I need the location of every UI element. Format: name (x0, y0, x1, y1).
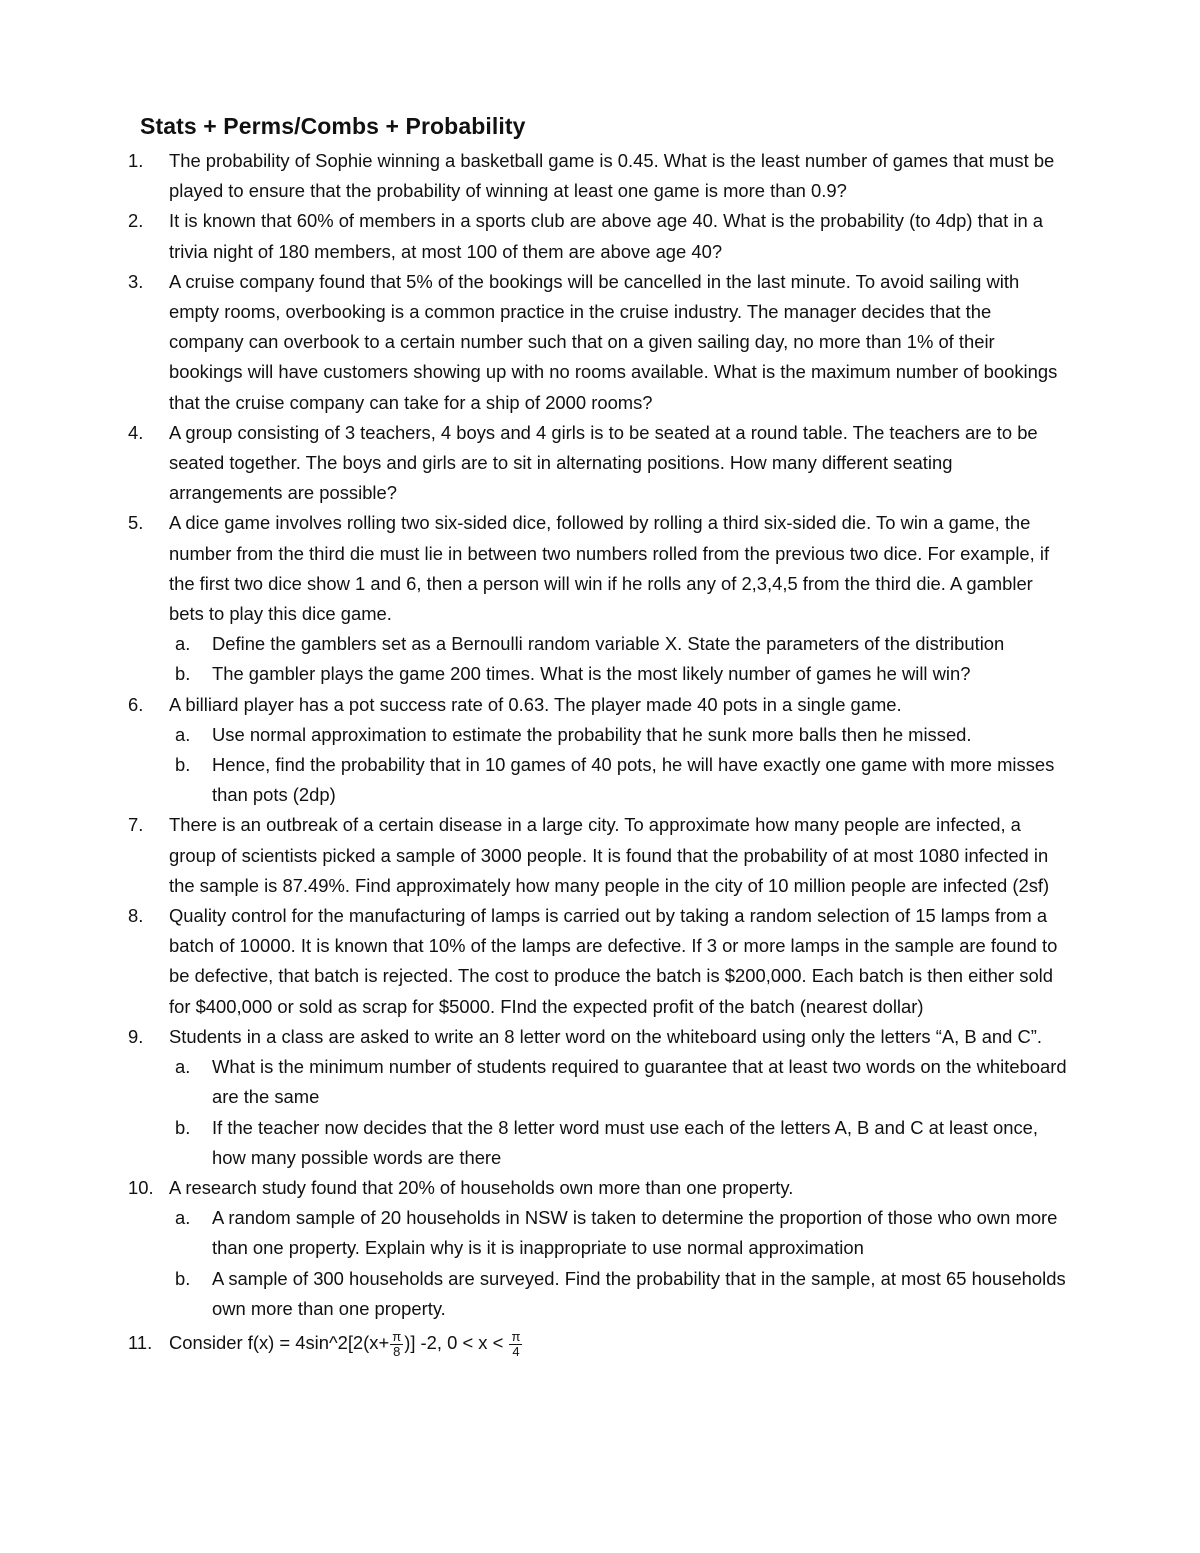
subquestion-text: If the teacher now decides that the 8 letter word must use each of the letters A, B and C at least once, how many possible words are there (212, 1116, 1039, 1168)
subquestion-9a (169, 1052, 1068, 1112)
question-3 (128, 267, 1068, 418)
question-text: It is known that 60% of members in a sports club are above age 40. What is the probability (to 4dp) that in a trivia night of 180 members, at most 100 of them are above age 40? (169, 210, 1044, 262)
question-5 (128, 508, 1068, 689)
fraction-numerator: π (511, 1328, 521, 1344)
question-text: A billiard player has a pot success rate of 0.63. The player made 40 pots in a single game. (169, 693, 902, 715)
question-text-part1: Consider f(x) = 4sin^2[2(x+ (169, 1331, 390, 1353)
subquestion-10b (169, 1264, 1068, 1324)
question-text: A research study found that 20% of households own more than one property. (169, 1176, 794, 1198)
question-number: 1. (128, 150, 144, 171)
question-text-part2: )] -2, 0 < x < (404, 1331, 504, 1353)
question-text: A dice game involves rolling two six-sided dice, followed by rolling a third six-sided die. To win a game, the number from the third die must lie in between two numbers rolled from the previous two dice. For example, if the first two dice show 1 and 6, then a person will win if he rolls any of 2,3,4,5 from the third die. A gambler bets to play this dice game. (169, 512, 1050, 625)
subquestion-6b (169, 750, 1068, 810)
page-title: Stats + Perms/Combs + Probability (140, 113, 526, 139)
subquestion-label: b. (175, 1267, 191, 1289)
subquestion-text: Use normal approximation to estimate the probability that he sunk more balls then he missed. (212, 723, 972, 745)
subquestion-text: A random sample of 20 households in NSW is taken to determine the proportion of those who own more than one property. Explain why is it is inappropriate to use normal approximation (212, 1207, 1058, 1259)
question-number: 4. (128, 421, 144, 443)
question-number: 3. (128, 270, 144, 292)
question-list (128, 146, 1068, 1359)
subquestion-label: b. (175, 663, 191, 685)
subquestion-text: What is the minimum number of students required to guarantee that at least two words on the whiteboard are the same (212, 1056, 1067, 1108)
subquestion-label: a. (175, 723, 191, 745)
question-number: 10. (128, 1176, 154, 1198)
question-4 (128, 418, 1068, 509)
question-number: 5. (128, 512, 144, 534)
question-8 (128, 901, 1068, 1022)
subquestion-label: a. (175, 633, 191, 655)
question-text: A group consisting of 3 teachers, 4 boys and 4 girls is to be seated at a round table. The teachers are to be seated together. The boys and girls are to sit in alternating positions. How many different seating arrangements are possible? (169, 421, 1038, 504)
question-9 (128, 1022, 1068, 1173)
question-7 (128, 810, 1068, 901)
fraction-pi-over-4 (509, 1330, 522, 1359)
subquestion-5a (169, 629, 1068, 659)
question-text: Students in a class are asked to write an 8 letter word on the whiteboard using only the letters “A, B and C”. (169, 1025, 1042, 1047)
subquestion-text: A sample of 300 households are surveyed. Find the probability that in the sample, at most 65 households own more than one property. (212, 1267, 1066, 1319)
subquestion-5b (169, 659, 1068, 689)
question-2 (128, 206, 1068, 266)
subquestion-list (169, 629, 1068, 689)
subquestion-list (169, 720, 1068, 811)
question-number: 2. (128, 210, 144, 232)
fraction-numerator: π (392, 1328, 402, 1344)
question-text: The probability of Sophie winning a basketball game is 0.45. What is the least number of games that must be played to ensure that the probability of winning at least one game is more than 0.9? (169, 150, 1055, 202)
fraction-denominator: 4 (512, 1343, 520, 1359)
question-text: There is an outbreak of a certain disease in a large city. To approximate how many people are infected, a group of scientists picked a sample of 3000 people. It is found that the probability of at most 1080 infected in the sample is 87.49%. Find approximately how many people in the city of 10 million people are infected (2sf) (169, 814, 1050, 896)
question-text: Quality control for the manufacturing of lamps is carried out by taking a random selection of 15 lamps from a batch of 10000. It is known that 10% of the lamps are defective. If 3 or more lamps in the sample are found to be defective, that batch is rejected. The cost to produce the batch is $200,000. Each batch is then either sold for $400,000 or sold as scrap for $5000. FInd the expected profit of the batch (nearest dollar) (169, 905, 1058, 1017)
question-number: 7. (128, 814, 144, 836)
subquestion-label: b. (175, 1116, 191, 1138)
question-10 (128, 1173, 1068, 1324)
subquestion-list (169, 1052, 1068, 1173)
question-11 (128, 1328, 1068, 1359)
fraction-denominator: 8 (393, 1343, 401, 1359)
question-number: 6. (128, 693, 144, 715)
fraction-pi-over-8 (390, 1330, 403, 1359)
subquestion-text: Define the gamblers set as a Bernoulli random variable X. State the parameters of the distribution (212, 633, 1005, 655)
subquestion-label: a. (175, 1207, 191, 1229)
question-number: 11. (128, 1331, 153, 1353)
question-number: 9. (128, 1025, 144, 1047)
question-number: 8. (128, 905, 144, 927)
question-text: A cruise company found that 5% of the bookings will be cancelled in the last minute. To avoid sailing with empty rooms, overbooking is a common practice in the cruise industry. The manager decides that the company can overbook to a certain number such that on a given sailing day, no more than 1% of their bookings will have customers showing up with no rooms available. What is the maximum number of bookings that the cruise company can take for a ship of 2000 rooms? (169, 270, 1058, 413)
subquestion-label: b. (175, 754, 191, 776)
subquestion-6a (169, 720, 1068, 750)
question-6 (128, 690, 1068, 811)
subquestion-text: Hence, find the probability that in 10 games of 40 pots, he will have exactly one game with more misses than pots (2dp) (212, 754, 1055, 806)
subquestion-9b (169, 1113, 1068, 1173)
subquestion-text: The gambler plays the game 200 times. What is the most likely number of games he will win? (212, 663, 971, 685)
subquestion-10a (169, 1203, 1068, 1263)
subquestion-list (169, 1203, 1068, 1324)
subquestion-label: a. (175, 1056, 191, 1078)
question-1 (128, 146, 1068, 206)
